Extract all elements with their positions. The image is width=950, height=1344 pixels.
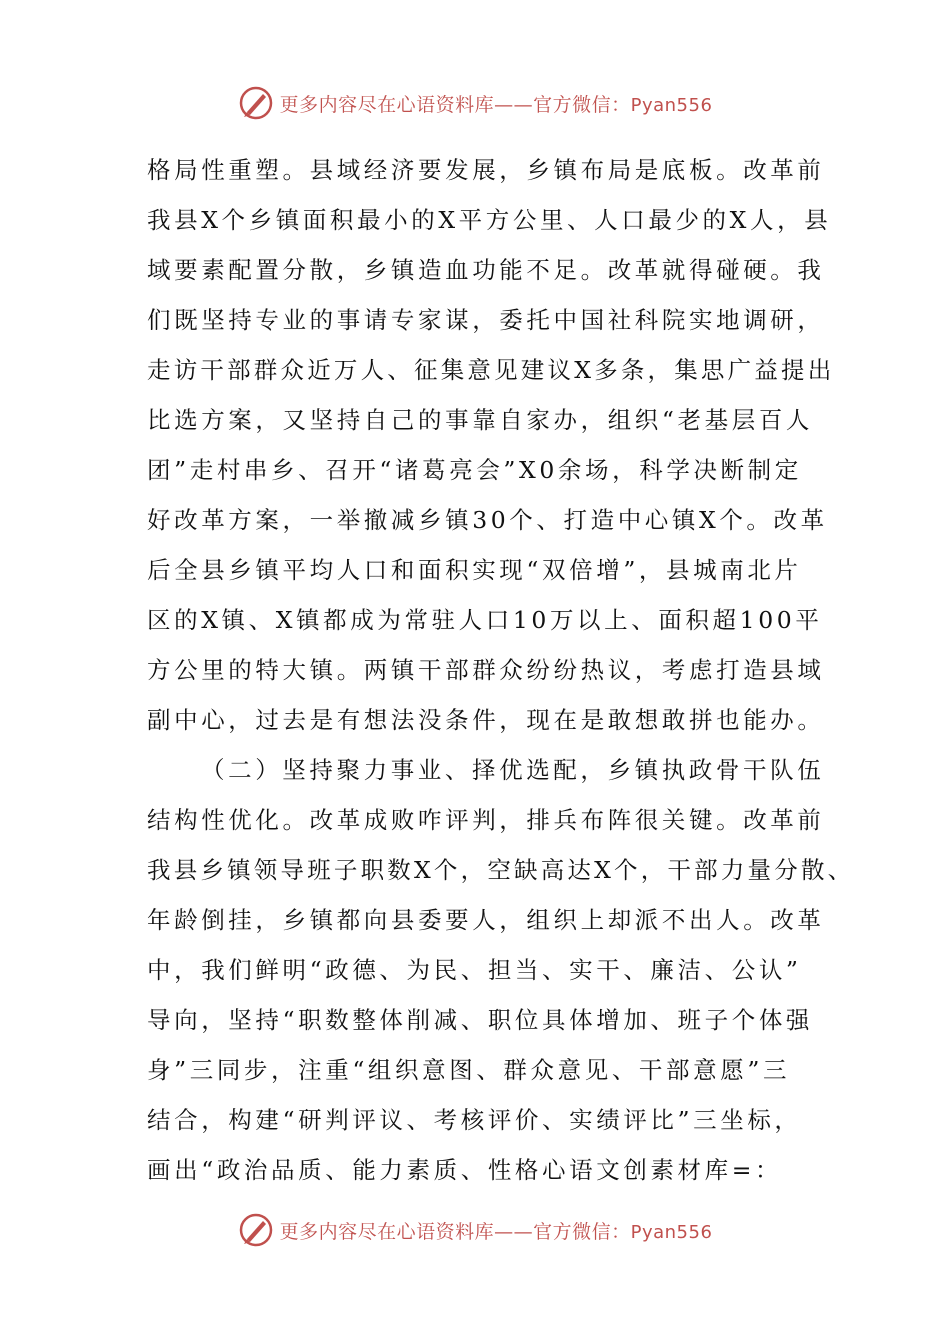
text-line: 后全县乡镇平均人口和面积实现“双倍增”，县城南北片 xyxy=(147,556,802,584)
text-line: 格局性重塑。县域经济要发展，乡镇布局是底板。改革前 xyxy=(147,156,825,184)
text-line: 中，我们鲜明“政德、为民、担当、实干、廉洁、公认” xyxy=(147,956,802,984)
header-watermark-text: 更多内容尽在心语资料库——官方微信：Pyan556 xyxy=(279,93,713,116)
pen-logo-icon xyxy=(238,85,274,121)
document-body xyxy=(147,145,855,1195)
text-line: 比选方案，又坚持自己的事靠自家办，组织“老基层百人 xyxy=(147,406,814,434)
header-watermark xyxy=(0,83,950,123)
text-line: 方公里的特大镇。两镇干部群众纷纷热议，考虑打造县域 xyxy=(147,656,825,684)
text-line: 我县乡镇领导班子职数X个，空缺高达X个，干部力量分散、 xyxy=(147,856,855,884)
text-line: 身”三同步，注重“组织意图、群众意见、干部意愿”三 xyxy=(147,1056,791,1084)
text-line: 结构性优化。改革成败咋评判，排兵布阵很关键。改革前 xyxy=(147,806,825,834)
text-line: 画出“政治品质、能力素质、性格心语文创素材库=： xyxy=(147,1156,783,1184)
text-line: 我县X个乡镇面积最小的X平方公里、人口最少的X人，县 xyxy=(147,206,832,234)
text-line: 好改革方案，一举撤减乡镇30个、打造中心镇X个。改革 xyxy=(147,506,828,534)
text-line: 区的X镇、X镇都成为常驻人口10万以上、面积超100平 xyxy=(147,606,823,634)
text-line: 域要素配置分散，乡镇造血功能不足。改革就得碰硬。我 xyxy=(147,256,825,284)
text-line: 结合，构建“研判评议、考核评价、实绩评比”三坐标， xyxy=(147,1106,802,1134)
section-heading-line: （二）坚持聚力事业、择优选配，乡镇执政骨干队伍 xyxy=(201,756,825,784)
footer-watermark-text: 更多内容尽在心语资料库——官方微信：Pyan556 xyxy=(279,1220,713,1243)
pen-logo-icon xyxy=(238,1212,274,1248)
text-line: 团”走村串乡、召开“诸葛亮会”X0余场，科学决断制定 xyxy=(147,456,802,484)
footer-watermark xyxy=(0,1210,950,1250)
text-line: 年龄倒挂，乡镇都向县委要人，组织上却派不出人。改革 xyxy=(147,906,825,934)
text-line: 们既坚持专业的事请专家谋，委托中国社科院实地调研， xyxy=(147,306,825,334)
text-line: 走访干部群众近万人、征集意见建议X多条，集思广益提出 xyxy=(147,356,835,384)
text-line: 副中心，过去是有想法没条件，现在是敢想敢拼也能办。 xyxy=(147,706,825,734)
text-line: 导向，坚持“职数整体削减、职位具体增加、班子个体强 xyxy=(147,1006,814,1034)
